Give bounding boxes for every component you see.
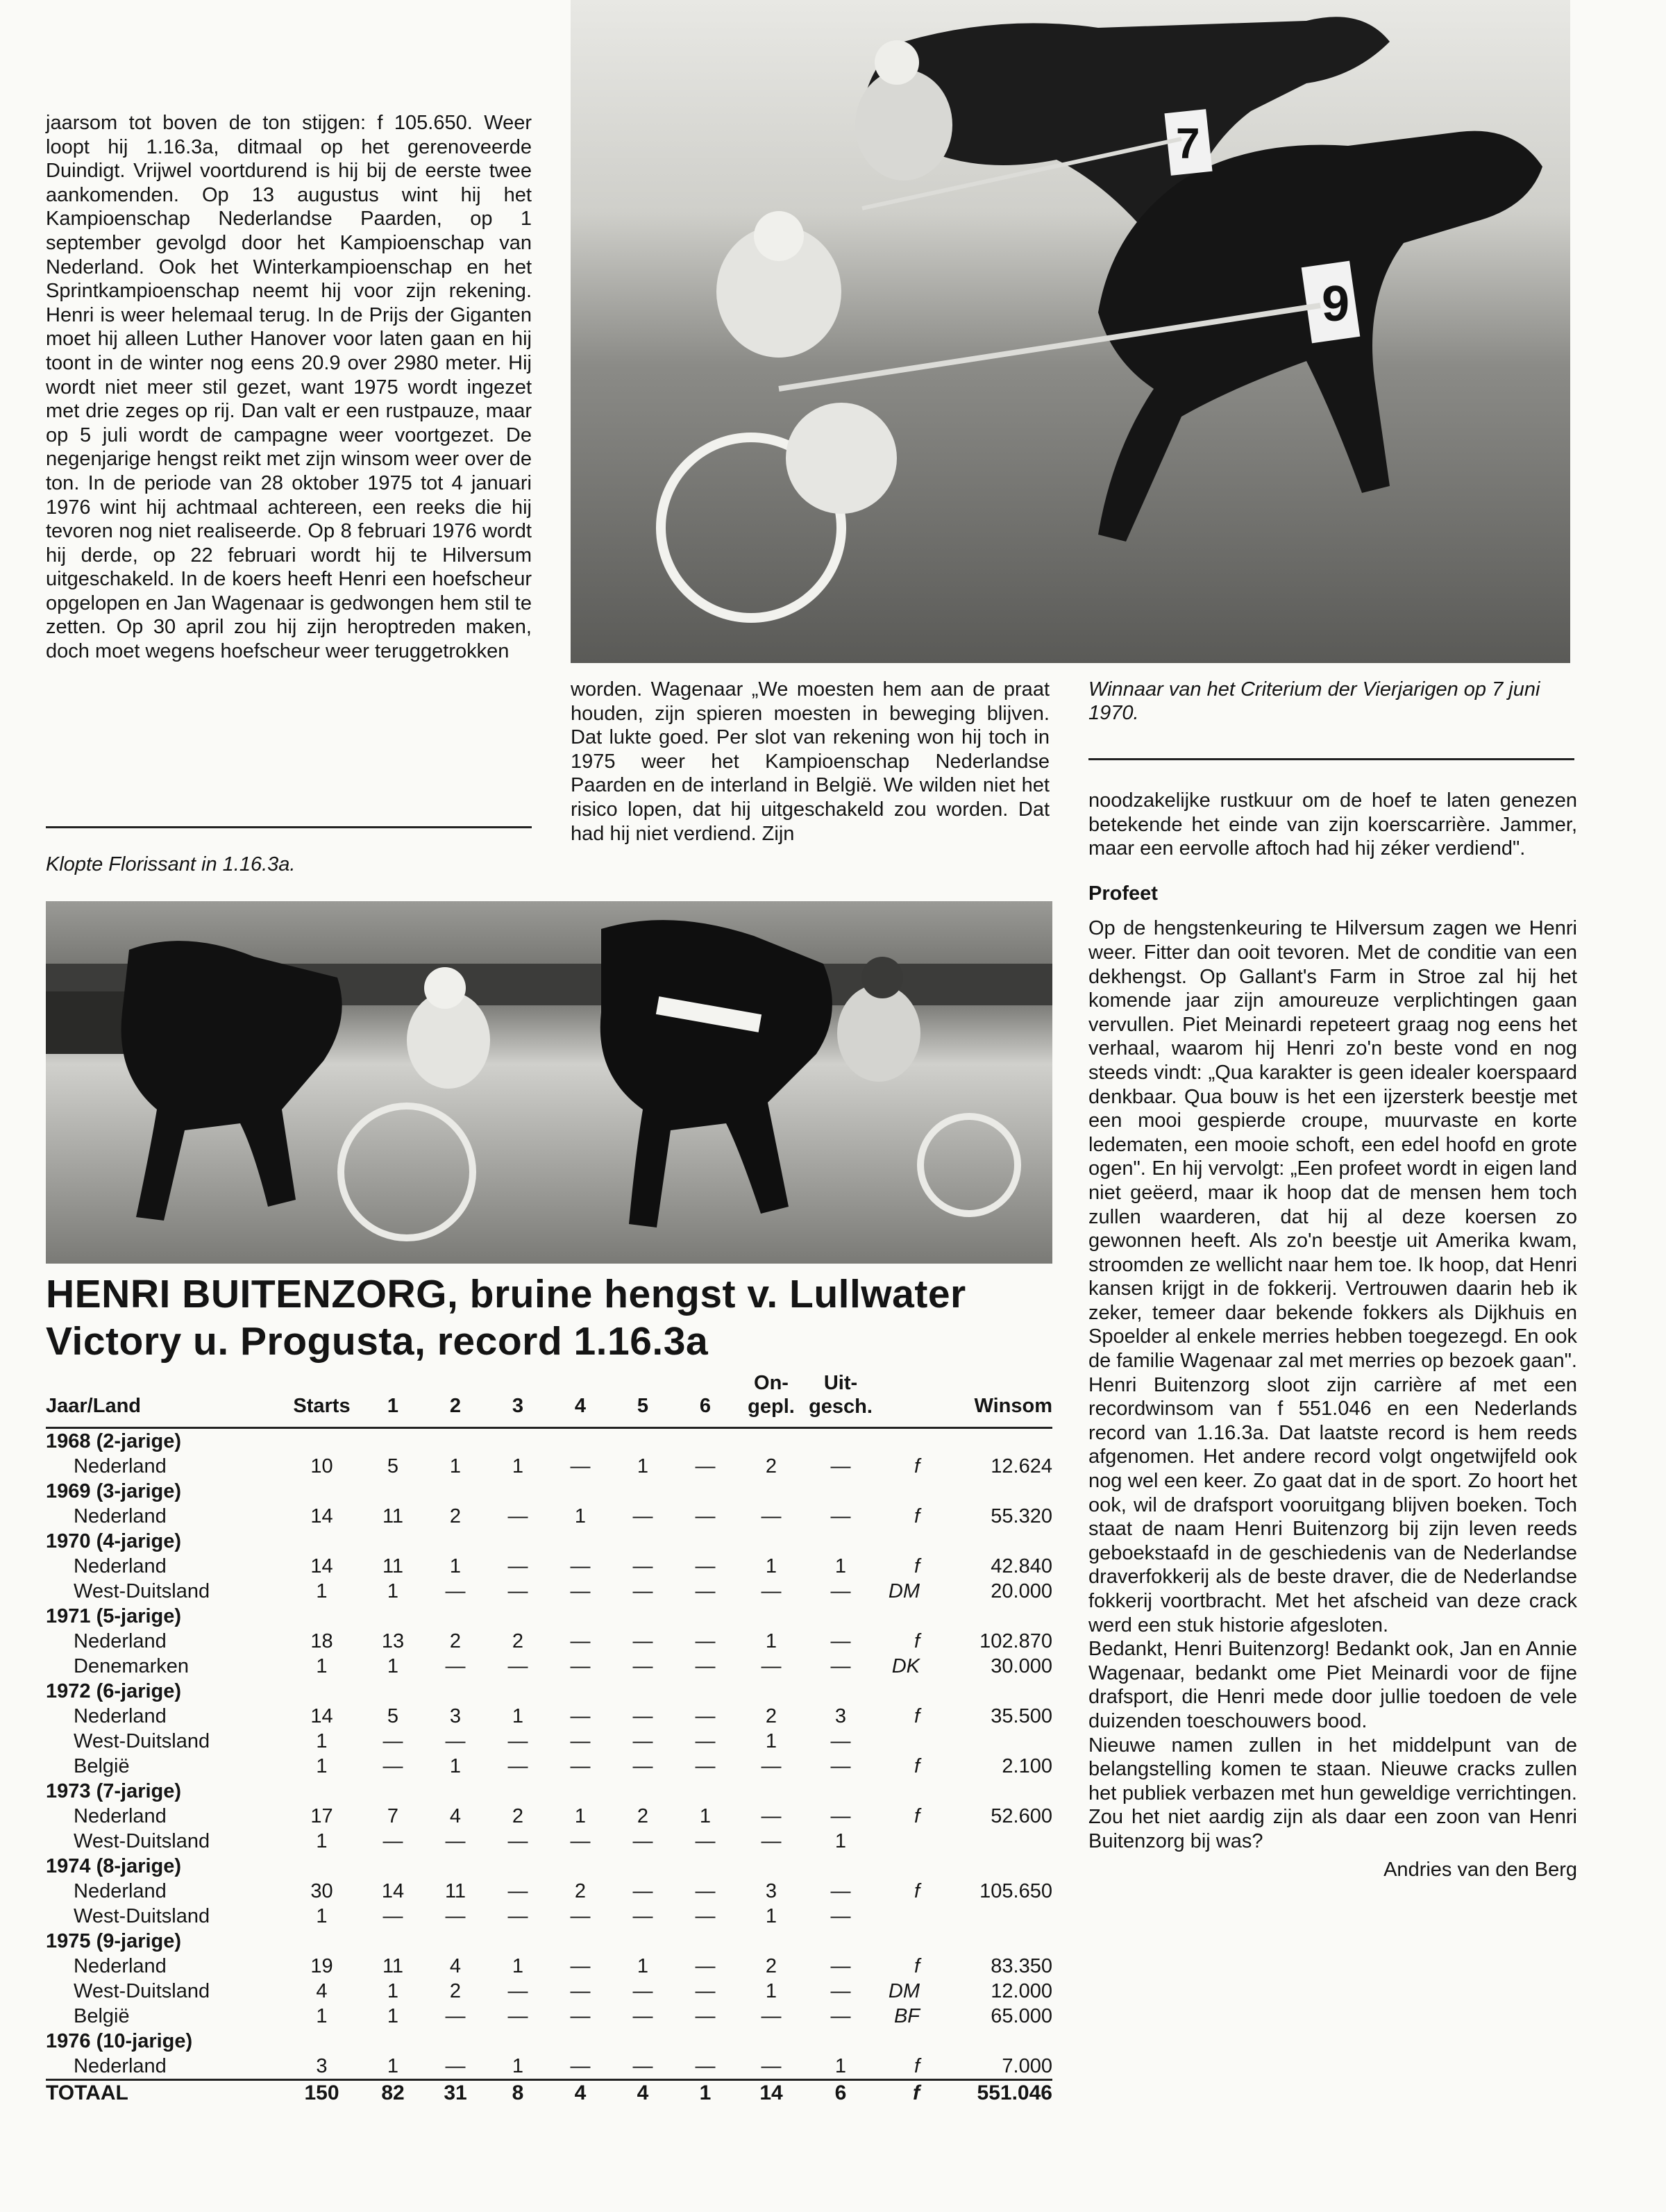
- table-cell: —: [570, 1905, 591, 1927]
- table-cell: —: [761, 1755, 782, 1777]
- table-cell: —: [695, 1580, 716, 1602]
- header-2: 2: [449, 1395, 462, 1417]
- left-caption-rule: [46, 826, 532, 828]
- table-row: [46, 1554, 1052, 1579]
- table-cell: [924, 1904, 1052, 1929]
- table-cell: —: [830, 1580, 851, 1602]
- table-cell: 2: [449, 1980, 462, 2002]
- table-cell: 105.650: [979, 1880, 1052, 1902]
- table-cell: —: [830, 1730, 851, 1752]
- table-cell: 1: [316, 2005, 328, 2027]
- table-cell: 5: [387, 1705, 399, 1727]
- table-cell: —: [632, 1555, 653, 1577]
- table-row: [46, 1879, 1052, 1904]
- table-cell: 1: [316, 1905, 328, 1927]
- table-cell: —: [507, 1580, 528, 1602]
- table-cell: 2: [449, 1505, 462, 1527]
- table-cell: —: [445, 1830, 466, 1852]
- table-row: [46, 1504, 1052, 1529]
- table-cell: 1: [834, 2055, 847, 2077]
- header-winsom: Winsom: [974, 1395, 1052, 1417]
- table-cell: 1: [512, 1455, 524, 1477]
- right-caption-rule: [1088, 758, 1574, 760]
- table-cell: —: [445, 1730, 466, 1752]
- table-cell: —: [570, 1455, 591, 1477]
- table-cell: —: [830, 1755, 851, 1777]
- table-cell: —: [570, 2055, 591, 2077]
- total-cell: 6: [834, 2081, 847, 2104]
- top-photo-caption: Winnaar van het Criterium der Vierjarigen op 7 juni 1970.: [1088, 678, 1540, 724]
- table-cell: —: [695, 1655, 716, 1677]
- table-cell: 14: [310, 1555, 333, 1577]
- table-cell: West-Duitsland: [74, 1830, 210, 1852]
- table-cell: West-Duitsland: [74, 1980, 210, 2002]
- total-cell: 31: [444, 2081, 467, 2104]
- table-cell: 65.000: [991, 2005, 1052, 2027]
- year-row: [46, 1479, 1052, 1504]
- table-row: [46, 1704, 1052, 1729]
- table-cell: —: [695, 1955, 716, 1977]
- table-cell: 1: [316, 1580, 328, 1602]
- table-cell: —: [632, 1655, 653, 1677]
- table-cell: —: [695, 2005, 716, 2027]
- table-cell: —: [507, 1755, 528, 1777]
- table-cell: —: [632, 1830, 653, 1852]
- table-cell: [924, 1829, 1052, 1854]
- table-cell: 14: [310, 1505, 333, 1527]
- table-row: [46, 1729, 1052, 1754]
- table-cell: —: [382, 1755, 403, 1777]
- year-label: 1974 (8-jarige): [46, 1855, 182, 1877]
- table-row: [46, 1454, 1052, 1479]
- table-cell: —: [445, 1580, 466, 1602]
- table-cell: —: [570, 1755, 591, 1777]
- table-cell: —: [445, 2055, 466, 2077]
- table-cell: —: [632, 1905, 653, 1927]
- table-cell: f: [914, 1955, 920, 1977]
- table-cell: —: [695, 1705, 716, 1727]
- header-jaar-land: Jaar/Land: [46, 1395, 141, 1417]
- middle-column-paragraph: worden. Wagenaar „We moesten hem aan de praat houden, zijn spieren moesten in beweging blijven. Dat lukte goed. Per slot van rekening won hij toch in 1975 weer het Kampioenschap Nederlandse Paarden en de interland in België. We wilden niet het risico lopen, dat hij uitgeschakeld zou worden. Dat had hij niet verdiend. Zijn: [571, 678, 1050, 845]
- top-photo-image: [571, 0, 1570, 663]
- subhead-profeet: Profeet: [1088, 882, 1158, 905]
- year-row: [46, 1679, 1052, 1704]
- table-cell: 1: [316, 1655, 328, 1677]
- table-cell: 1: [765, 1980, 777, 2002]
- table-cell: 14: [381, 1880, 405, 1902]
- table-cell: 2.100: [1002, 1755, 1052, 1777]
- table-cell: —: [761, 1505, 782, 1527]
- table-cell: —: [695, 1455, 716, 1477]
- table-cell: [875, 1729, 924, 1754]
- table-cell: 1: [834, 1555, 847, 1577]
- year-row: [46, 1854, 1052, 1879]
- header-uitgeschakeld: Uit- gesch.: [809, 1372, 873, 1418]
- table-cell: 1: [699, 1805, 712, 1827]
- table-cell: —: [695, 1880, 716, 1902]
- table-cell: 102.870: [979, 1630, 1052, 1652]
- table-cell: —: [570, 1730, 591, 1752]
- table-cell: f: [914, 1880, 920, 1902]
- table-cell: —: [632, 1755, 653, 1777]
- total-cell: 1: [699, 2081, 712, 2104]
- table-cell: 11: [382, 1555, 404, 1577]
- table-cell: 1: [316, 1730, 328, 1752]
- right-column-text: [1088, 789, 1577, 1882]
- table-cell: —: [830, 1455, 851, 1477]
- table-cell: —: [507, 1980, 528, 2002]
- table-cell: —: [570, 1655, 591, 1677]
- table-row: [46, 1829, 1052, 1854]
- table-cell: 4: [449, 1805, 462, 1827]
- table-row: [46, 1579, 1052, 1604]
- table-row: [46, 1629, 1052, 1654]
- total-cell: 8: [512, 2081, 524, 2104]
- header-starts: Starts: [293, 1395, 351, 1417]
- total-cell: 82: [381, 2081, 405, 2104]
- table-cell: 7: [387, 1805, 399, 1827]
- table-cell: —: [695, 1755, 716, 1777]
- table-cell: Nederland: [74, 1955, 167, 1977]
- table-cell: —: [830, 1655, 851, 1677]
- table-cell: 4: [316, 1980, 328, 2002]
- table-cell: West-Duitsland: [74, 1580, 210, 1602]
- table-cell: 1: [449, 1555, 462, 1577]
- table-cell: 42.840: [991, 1555, 1052, 1577]
- year-label: 1968 (2-jarige): [46, 1430, 182, 1452]
- right-paragraph-3: Henri Buitenzorg sloot zijn carrière af met een recordwinsom van f 551.046 en een Nederlands record van 1.16.3a. Dat laatste record is hem reeds afgenomen. Het andere record volgt ongetwijfeld ook nog wel een keer. Zo gaat dat in de sport. Zo hoort het ook, wil de drafsport vooruitgang blijven boeken. Toch staat de naam Henri Buitenzorg bij zijn leven reeds geboekstaafd in de geschiedenis van de Nederlandse draverfokkerij als de beste draver, die de Nederlandse fokkerij voortbracht. Met het afscheid van deze crack werd een stuk historie afgesloten.: [1088, 1373, 1577, 1636]
- table-cell: 52.600: [991, 1805, 1052, 1827]
- header-4: 4: [574, 1395, 587, 1417]
- table-row: [46, 1954, 1052, 1979]
- race-number-7: 7: [1176, 120, 1200, 168]
- table-cell: 1: [449, 1455, 462, 1477]
- table-cell: —: [830, 1505, 851, 1527]
- table-cell: België: [74, 2005, 130, 2027]
- table-cell: —: [761, 1830, 782, 1852]
- table-cell: —: [695, 1905, 716, 1927]
- table-cell: 1: [574, 1505, 587, 1527]
- year-label: 1972 (6-jarige): [46, 1680, 182, 1702]
- table-cell: f: [914, 1755, 920, 1777]
- table-row: [46, 1904, 1052, 1929]
- year-label: 1969 (3-jarige): [46, 1480, 182, 1502]
- table-cell: —: [830, 1805, 851, 1827]
- table-cell: —: [695, 2055, 716, 2077]
- header-5: 5: [637, 1395, 649, 1417]
- table-cell: 1: [316, 1830, 328, 1852]
- table-cell: 1: [637, 1955, 649, 1977]
- right-paragraph-5: Nieuwe namen zullen in het middelpunt van de belangstelling komen te staan. Nieuwe cracks zullen het publiek verbazen met hun geweldige verrichtingen. Zou het niet aardig zijn als daar een zoon van Henri Buitenzorg bij was?: [1088, 1734, 1577, 1852]
- header-1: 1: [387, 1395, 399, 1417]
- left-column-text: [46, 111, 532, 664]
- table-cell: —: [632, 2055, 653, 2077]
- table-cell: 14: [310, 1705, 333, 1727]
- table-cell: —: [507, 2005, 528, 2027]
- total-cell: 551.046: [977, 2081, 1052, 2104]
- table-cell: 1: [512, 1955, 524, 1977]
- table-cell: —: [570, 1980, 591, 2002]
- year-label: 1970 (4-jarige): [46, 1530, 182, 1552]
- table-cell: 1: [387, 2055, 399, 2077]
- table-cell: 2: [765, 1455, 777, 1477]
- table-cell: —: [695, 1555, 716, 1577]
- table-cell: —: [761, 1805, 782, 1827]
- header-6: 6: [699, 1395, 712, 1417]
- year-row: [46, 2029, 1052, 2054]
- table-cell: —: [632, 2005, 653, 2027]
- table-cell: f: [914, 1630, 920, 1652]
- table-cell: 5: [387, 1455, 399, 1477]
- table-cell: 3: [834, 1705, 847, 1727]
- table-cell: —: [761, 2005, 782, 2027]
- table-cell: —: [507, 1505, 528, 1527]
- table-cell: —: [507, 1905, 528, 1927]
- table-cell: 1: [316, 1755, 328, 1777]
- total-cell: 150: [304, 2081, 339, 2104]
- table-cell: f: [914, 1455, 920, 1477]
- table-cell: —: [570, 1955, 591, 1977]
- table-cell: 2: [512, 1630, 524, 1652]
- table-cell: DM: [888, 1580, 920, 1602]
- table-cell: 17: [310, 1805, 333, 1827]
- table-cell: —: [632, 1505, 653, 1527]
- table-cell: 11: [444, 1880, 466, 1902]
- table-cell: —: [570, 1830, 591, 1852]
- table-cell: 1: [512, 2055, 524, 2077]
- table-cell: 12.624: [991, 1455, 1052, 1477]
- table-cell: Nederland: [74, 1880, 167, 1902]
- year-label: 1971 (5-jarige): [46, 1605, 182, 1627]
- table-cell: —: [632, 1705, 653, 1727]
- table-cell: 2: [765, 1955, 777, 1977]
- table-cell: 1: [765, 1630, 777, 1652]
- table-cell: —: [830, 2005, 851, 2027]
- table-cell: 1: [512, 1705, 524, 1727]
- table-cell: 1: [765, 1555, 777, 1577]
- table-cell: 19: [310, 1955, 333, 1977]
- table-row: [46, 2054, 1052, 2080]
- table-cell: West-Duitsland: [74, 1730, 210, 1752]
- table-cell: 3: [316, 2055, 328, 2077]
- table-cell: —: [507, 1555, 528, 1577]
- table-cell: 1: [765, 1730, 777, 1752]
- table-cell: —: [632, 1980, 653, 2002]
- table-cell: 4: [449, 1955, 462, 1977]
- left-column-paragraph: jaarsom tot boven de ton stijgen: f 105.650. Weer loopt hij 1.16.3a, ditmaal op het gerenoveerde Duindigt. Vrijwel voortdurend is hij bij de eerste twee aankomenden. Op 13 augustus wint hij het Kampioenschap Nederlandse Paarden, op 1 september gevolgd door het Kampioenschap van Nederland. Ook het Winterkampioenschap en het Sprintkampioenschap neemt hij voor zijn rekening. Henri is weer helemaal terug. In de Prijs der Giganten moet hij alleen Luther Hanover voor laten gaan en hij toont in de winter nog eens 20.9 over 2980 meter. Hij wordt niet meer stil gezet, want 1975 wordt ingezet met drie zeges op rij. Dan valt er een rustpauze, maar op 5 juli wordt de campagne weer voortgezet. De negenjarige hengst reikt met zijn winsom weer over de ton. In de periode van 28 oktober 1975 tot 4 januari 1976 wint hij achtmaal achtereen, een reeks die hij tevoren nog niet realiseerde. Op 8 februari 1976 wordt hij derde, op 22 februari wordt hij te Hilversum uitgeschakeld. In de koers heeft Henri een hoefscheur opgelopen en Jan Wagenaar is gedwongen hem stil te zetten. Op 30 april zou hij zijn heroptreden maken, doch moet wegens hoefscheur weer teruggetrokken: [46, 112, 532, 663]
- table-cell: —: [632, 1630, 653, 1652]
- table-cell: —: [695, 1730, 716, 1752]
- top-race-photo: [571, 0, 1570, 663]
- table-cell: —: [570, 1705, 591, 1727]
- table-cell: 1: [449, 1755, 462, 1777]
- table-cell: —: [507, 1730, 528, 1752]
- table-cell: 1: [387, 1655, 399, 1677]
- table-cell: —: [830, 1880, 851, 1902]
- table-cell: 7.000: [1002, 2055, 1052, 2077]
- year-row: [46, 1929, 1052, 1954]
- total-cell: 4: [637, 2081, 649, 2104]
- race-number-9: 9: [1322, 276, 1350, 332]
- middle-column-text: [571, 678, 1050, 846]
- table-cell: 2: [637, 1805, 649, 1827]
- table-cell: Nederland: [74, 1805, 167, 1827]
- article-headline: HENRI BUITENZORG, bruine hengst v. Lullwater Victory u. Progusta, record 1.16.3a: [46, 1272, 966, 1364]
- table-cell: 13: [381, 1630, 405, 1652]
- right-paragraph-4: Bedankt, Henri Buitenzorg! Bedankt ook, Jan en Annie Wagenaar, bedankt ome Piet Meinardi voor de fijne drafsport, die Henri mede door jullie toedoen de vele duizenden toeschouwers bood.: [1088, 1638, 1577, 1732]
- table-cell: —: [570, 1580, 591, 1602]
- table-cell: 1: [637, 1455, 649, 1477]
- table-header-row: [46, 1371, 1052, 1428]
- table-cell: —: [761, 1580, 782, 1602]
- table-row: [46, 1804, 1052, 1829]
- table-cell: Nederland: [74, 1505, 167, 1527]
- table-cell: f: [914, 2055, 920, 2077]
- table-cell: f: [914, 1555, 920, 1577]
- table-cell: 11: [382, 1955, 404, 1977]
- table-row: [46, 1754, 1052, 1779]
- table-cell: BF: [893, 2005, 920, 2027]
- table-cell: 3: [449, 1705, 462, 1727]
- table-cell: —: [382, 1905, 403, 1927]
- total-cell: 14: [759, 2081, 783, 2104]
- table-cell: Nederland: [74, 1705, 167, 1727]
- table-cell: 2: [765, 1705, 777, 1727]
- table-cell: —: [507, 1880, 528, 1902]
- author-byline: Andries van den Berg: [1383, 1858, 1577, 1881]
- table-cell: 30.000: [991, 1655, 1052, 1677]
- table-cell: 18: [310, 1630, 333, 1652]
- table-cell: DM: [888, 1980, 920, 2002]
- table-cell: 1: [387, 1580, 399, 1602]
- table-cell: —: [632, 1580, 653, 1602]
- year-label: 1973 (7-jarige): [46, 1780, 182, 1802]
- table-cell: —: [570, 1555, 591, 1577]
- year-row: [46, 1529, 1052, 1554]
- table-cell: —: [445, 1905, 466, 1927]
- table-cell: 12.000: [991, 1980, 1052, 2002]
- year-row: [46, 1604, 1052, 1629]
- year-label: 1975 (9-jarige): [46, 1930, 182, 1952]
- table-cell: 1: [574, 1805, 587, 1827]
- table-cell: 11: [382, 1505, 404, 1527]
- table-cell: —: [830, 1955, 851, 1977]
- table-cell: —: [445, 2005, 466, 2027]
- table-cell: —: [632, 1880, 653, 1902]
- table-cell: Nederland: [74, 1555, 167, 1577]
- table-row: [46, 2004, 1052, 2029]
- table-cell: 1: [834, 1830, 847, 1852]
- table-row: [46, 1654, 1052, 1679]
- table-cell: 2: [574, 1880, 587, 1902]
- table-cell: 55.320: [991, 1505, 1052, 1527]
- table-cell: 3: [765, 1880, 777, 1902]
- table-cell: —: [830, 1905, 851, 1927]
- table-cell: —: [761, 1655, 782, 1677]
- table-body: [46, 1428, 1052, 2106]
- table-cell: —: [382, 1830, 403, 1852]
- table-cell: —: [507, 1655, 528, 1677]
- table-cell: 1: [765, 1905, 777, 1927]
- total-cell: 4: [574, 2081, 587, 2104]
- table-cell: Nederland: [74, 2055, 167, 2077]
- table-cell: —: [830, 1980, 851, 2002]
- header-ongeplaatst: On- gepl.: [748, 1372, 795, 1418]
- table-cell: —: [830, 1630, 851, 1652]
- table-cell: —: [507, 1830, 528, 1852]
- table-cell: —: [632, 1730, 653, 1752]
- total-cell: f: [913, 2081, 920, 2104]
- right-paragraph-1: noodzakelijke rustkuur om de hoef te laten genezen betekende het einde van zijn koerscarrière. Jammer, maar een eervolle aftoch had hij zéker verdiend".: [1088, 789, 1577, 860]
- table-cell: f: [914, 1505, 920, 1527]
- table-cell: [924, 1729, 1052, 1754]
- table-cell: Nederland: [74, 1630, 167, 1652]
- table-cell: DK: [891, 1655, 920, 1677]
- table-cell: —: [445, 1655, 466, 1677]
- table-cell: —: [761, 2055, 782, 2077]
- table-cell: —: [382, 1730, 403, 1752]
- bottom-race-photo: [46, 901, 1052, 1264]
- table-cell: 20.000: [991, 1580, 1052, 1602]
- table-cell: 30: [310, 1880, 333, 1902]
- total-row: [46, 2080, 1052, 2106]
- table-cell: 2: [449, 1630, 462, 1652]
- right-paragraph-2: Op de hengstenkeuring te Hilversum zagen we Henri weer. Fitter dan ooit tevoren. Met de conditie van een dekhengst. Op Gallant's Farm in Stroe zal hij het komende jaar zijn amoureuze verplichtingen gaan vervullen. Piet Meinardi repeteert graag nog eens het verhaal, waarom hij Henri zo'n beste vond en nog steeds vindt: „Qua karakter is geen idealer koerspaard denkbaar. Qua bouw is het een ijzersterk beestje met een mooi gespierde croupe, muurvaste en korte ledematen, een mooie schoft, een edel hoofd en grote ogen". En hij vervolgt: „Een profeet wordt in eigen land niet geëerd, maar ik hoop dat de mensen hem toch zullen waarderen, dat hij al deze koersen zo gewonnen heeft. Als zo'n beestje uit Amerika kwam, stroomden ze wellicht naar hem toe. Ik hoop, dat Henri kansen krijgt in de fokkerij. Vertrouwen daarin heb ik zeker, temeer daar bekende fokkers als Dijkhuis en Spoelder al enkele merries hebben toegezegd. En ook de familie Wagenaar zal met merries op bezoek gaan".: [1088, 917, 1577, 1373]
- table-cell: —: [695, 1505, 716, 1527]
- year-row: [46, 1779, 1052, 1804]
- table-cell: —: [695, 1830, 716, 1852]
- left-photo-caption: Klopte Florissant in 1.16.3a.: [46, 853, 296, 875]
- table-cell: 10: [310, 1455, 333, 1477]
- table-cell: [875, 1829, 924, 1854]
- year-label: 1976 (10-jarige): [46, 2030, 193, 2052]
- table-cell: Denemarken: [74, 1655, 190, 1677]
- table-cell: Nederland: [74, 1455, 167, 1477]
- table-cell: —: [695, 1980, 716, 2002]
- table-cell: België: [74, 1755, 130, 1777]
- table-cell: —: [695, 1630, 716, 1652]
- bottom-photo-image: [46, 901, 1052, 1264]
- table-cell: 83.350: [991, 1955, 1052, 1977]
- table-cell: —: [570, 1630, 591, 1652]
- table-cell: 2: [512, 1805, 524, 1827]
- total-cell: TOTAAL: [46, 2081, 128, 2104]
- table-cell: 1: [387, 2005, 399, 2027]
- year-row: [46, 1428, 1052, 1455]
- table-cell: —: [570, 2005, 591, 2027]
- table-cell: [875, 1904, 924, 1929]
- table-cell: 1: [387, 1980, 399, 2002]
- header-3: 3: [512, 1395, 524, 1417]
- table-cell: 35.500: [991, 1705, 1052, 1727]
- table-cell: West-Duitsland: [74, 1905, 210, 1927]
- career-stats-table: [46, 1371, 1052, 2106]
- table-cell: f: [914, 1805, 920, 1827]
- table-row: [46, 1979, 1052, 2004]
- table-cell: f: [914, 1705, 920, 1727]
